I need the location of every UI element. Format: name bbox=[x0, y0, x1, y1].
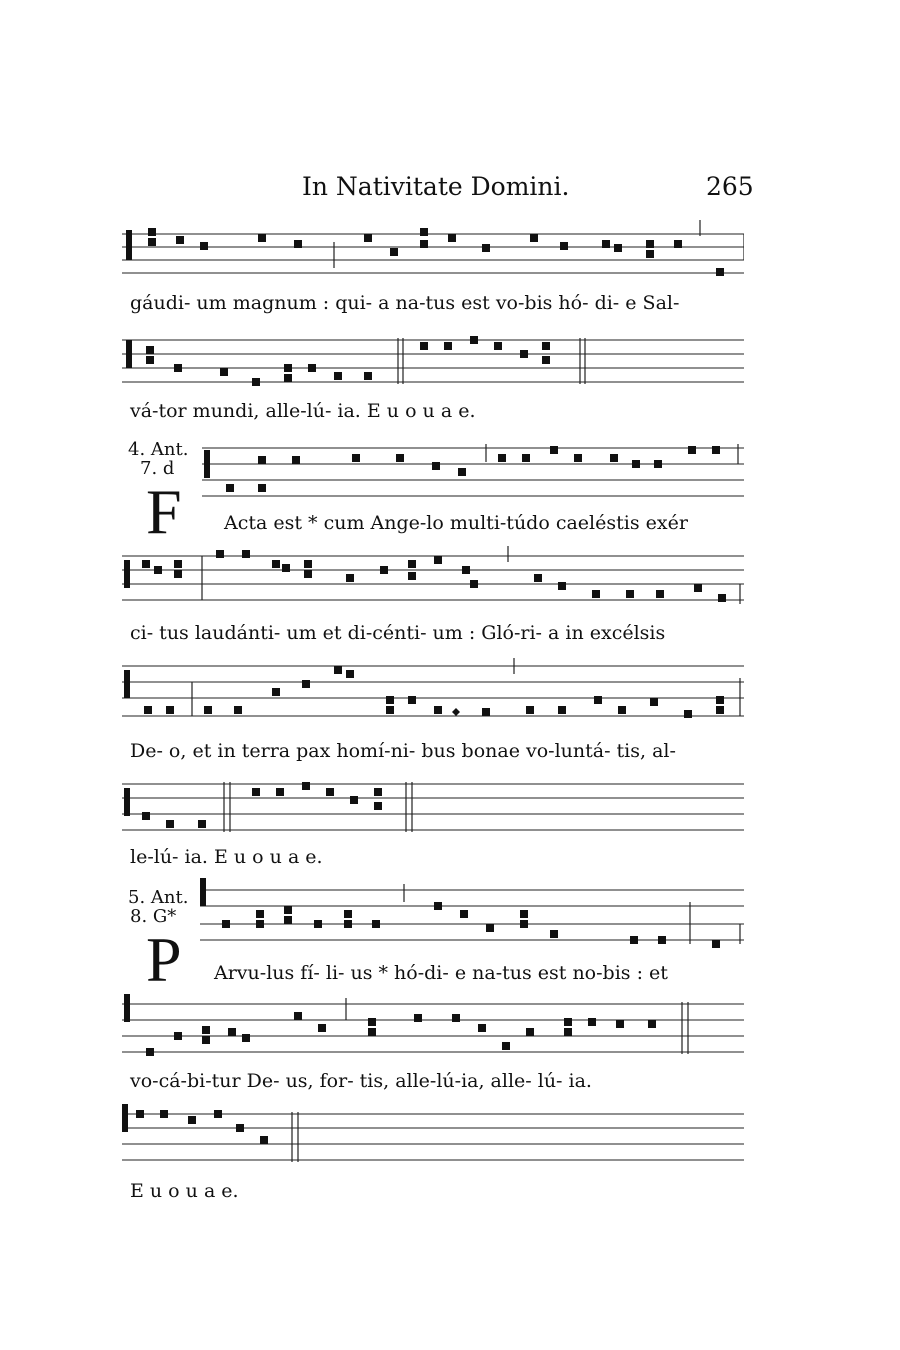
lyric-line-2: vá-tor mundi, alle-lú- ia. E u o u a e. bbox=[130, 400, 476, 422]
antiphon-mode: 8. G* bbox=[130, 906, 177, 927]
do-clef-icon bbox=[126, 340, 132, 368]
staff-9 bbox=[118, 1104, 744, 1164]
page-title: In Nativitate Domini. bbox=[302, 172, 570, 201]
staff-lines bbox=[198, 440, 744, 500]
diamond-note-icon bbox=[452, 708, 460, 716]
antiphon-number: 4. Ant. bbox=[128, 439, 189, 460]
antiphon-mode: 7. d bbox=[140, 458, 175, 479]
staff-6 bbox=[118, 776, 744, 836]
lyric-line-4: ci- tus laudánti- um et di-cénti- um : Gló-ri- a in excélsis bbox=[130, 622, 666, 644]
initial-letter: F bbox=[146, 476, 182, 547]
staff-lines bbox=[118, 994, 744, 1060]
lyric-line-6: le-lú- ia. E u o u a e. bbox=[130, 846, 323, 868]
do-clef-icon bbox=[124, 994, 130, 1022]
lyric-line-1: gáudi- um magnum : qui- a na-tus est vo-bis hó- di- e Sal- bbox=[130, 292, 680, 314]
initial-letter: P bbox=[146, 924, 182, 995]
page-number: 265 bbox=[706, 172, 754, 201]
lyric-line-7: Arvu-lus fí- li- us * hó-di- e na-tus est no-bis : et bbox=[214, 962, 668, 984]
do-clef-icon bbox=[124, 788, 130, 816]
lyric-line-9: E u o u a e. bbox=[130, 1180, 239, 1202]
do-clef-icon bbox=[124, 670, 130, 698]
staff-7 bbox=[196, 878, 744, 948]
do-clef-icon bbox=[204, 450, 210, 478]
staff-4 bbox=[118, 546, 744, 610]
staff-5 bbox=[118, 658, 744, 724]
staff-lines bbox=[118, 658, 744, 724]
lyric-line-3: Acta est * cum Ange-lo multi-túdo caeléstis exér bbox=[224, 512, 688, 534]
staff-2 bbox=[118, 330, 744, 390]
staff-lines bbox=[196, 878, 744, 948]
staff-3 bbox=[198, 440, 744, 500]
staff-lines bbox=[118, 214, 744, 278]
antiphon-4-label bbox=[128, 440, 188, 478]
do-clef-icon bbox=[126, 230, 132, 260]
do-clef-icon bbox=[200, 878, 206, 906]
staff-8 bbox=[118, 994, 744, 1060]
staff-lines bbox=[118, 546, 744, 610]
antiphon-5-label bbox=[128, 888, 188, 926]
antiphon-number: 5. Ant. bbox=[128, 887, 189, 908]
lyric-line-8: vo-cá-bi-tur De- us, for- tis, alle-lú-ia, alle- lú- ia. bbox=[130, 1070, 592, 1092]
lyric-line-5: De- o, et in terra pax homí-ni- bus bonae vo-luntá- tis, al- bbox=[130, 740, 676, 762]
do-clef-icon bbox=[122, 1104, 128, 1132]
staff-lines bbox=[118, 330, 744, 390]
staff-1 bbox=[118, 214, 744, 278]
staff-lines bbox=[118, 1104, 744, 1164]
staff-lines bbox=[118, 776, 744, 836]
do-clef-icon bbox=[124, 560, 130, 588]
